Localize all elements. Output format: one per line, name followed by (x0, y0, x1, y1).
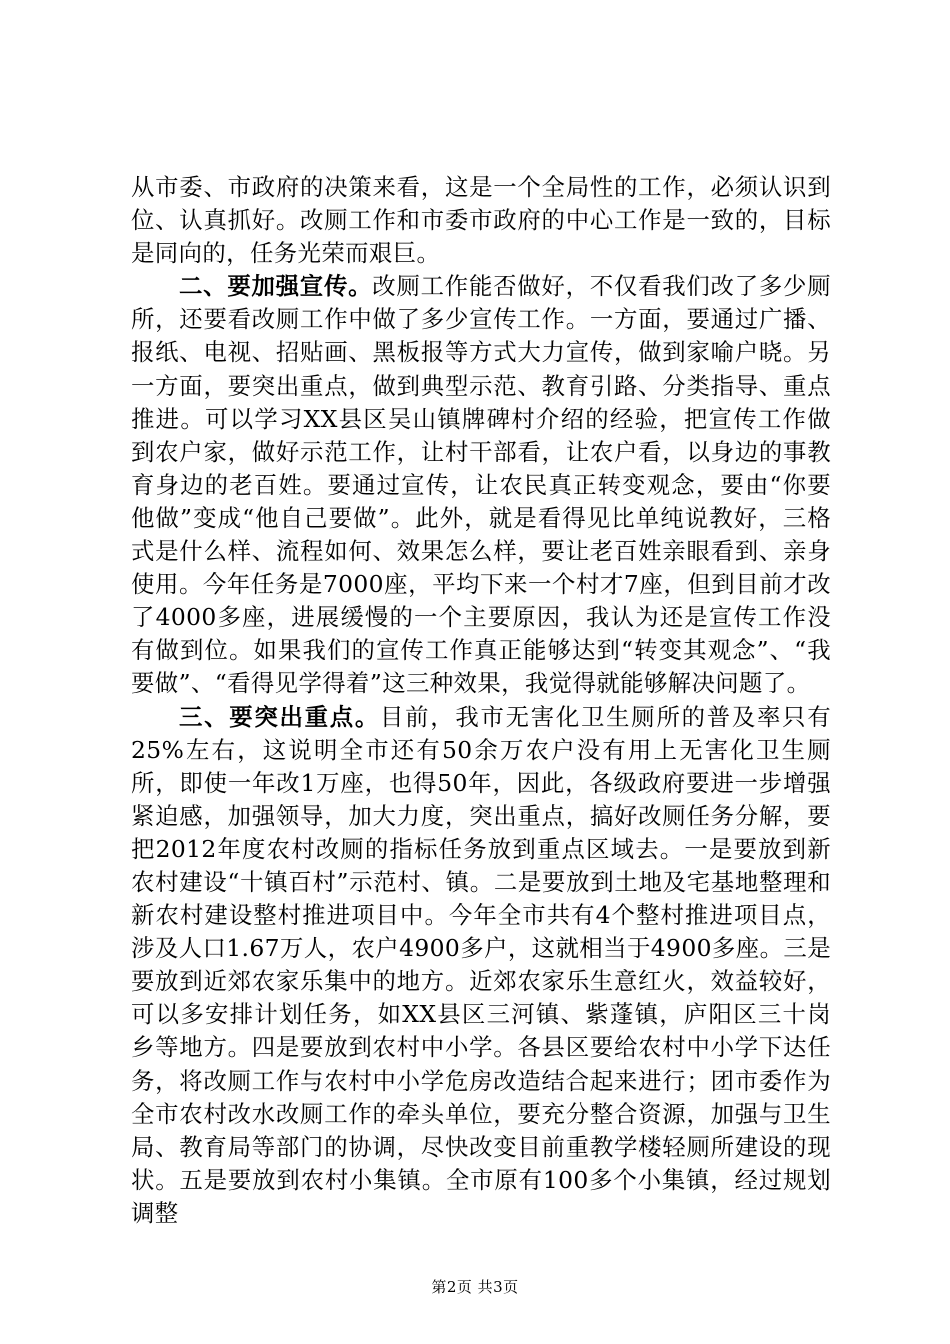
document-body (131, 171, 831, 1230)
section-heading-focus: 三、要突出重点。 (179, 702, 381, 731)
paragraph-publicity (131, 270, 831, 700)
paragraph-focus (131, 701, 831, 1231)
page-footer: 第2页 共3页 (431, 1278, 519, 1296)
paragraph-text: 从市委、市政府的决策来看，这是一个全局性的工作，必须认识到位、认真抓好。改厕工作和市委市政府的中心工作是一致的，目标是同向的，任务光荣而艰巨。 (131, 173, 831, 268)
paragraph-text: 目前，我市无害化卫生厕所的普及率只有25%左右，这说明全市还有50余万农户没有用上无害化卫生厕所，即使一年改1万座，也得50年，因此，各级政府要进一步增强紧迫感，加强领导，加大力度，突出重点，搞好改厕任务分解，要把2012年度农村改厕的指标任务放到重点区域去。一是要放到新农村建设“十镇百村”示范村、镇。二是要放到土地及宅基地整理和新农村建设整村推进项目中。今年全市共有4个整村推进项目点，涉及人口1.67万人，农户4900多户，这就相当于4900多座。三是要放到近郊农家乐集中的地方。近郊农家乐生意红火，效益较好，可以多安排计划任务，如XX县区三河镇、紫蓬镇，庐阳区三十岗乡等地方。四是要放到农村中小学。各县区要给农村中小学下达任务，将改厕工作与农村中小学危房改造结合起来进行；团市委作为全市农村改水改厕工作的牵头单位，要充分整合资源，加强与卫生局、教育局等部门的协调，尽快改变目前重教学楼轻厕所建设的现状。五是要放到农村小集镇。全市原有100多个小集镇，经过规划调整 (131, 702, 831, 1227)
paragraph-text: 改厕工作能否做好，不仅看我们改了多少厕所，还要看改厕工作中做了多少宣传工作。一方面，要通过广播、报纸、电视、招贴画、黑板报等方式大力宣传，做到家喻户晓。另一方面，要突出重点，做到典型示范、教育引路、分类指导、重点推进。可以学习XX县区吴山镇牌碑村介绍的经验，把宣传工作做到农户家，做好示范工作，让村干部看，让农户看，以身边的事教育身边的老百姓。要通过宣传，让农民真正转变观念，要由“你要他做”变成“他自己要做”。此外，就是看得见比单纯说教好，三格式是什么样、流程如何、效果怎么样，要让老百姓亲眼看到、亲身使用。今年任务是7000座，平均下来一个村才7座，但到目前才改了4000多座，进展缓慢的一个主要原因，我认为还是宣传工作没有做到位。如果我们的宣传工作真正能够达到“转变其观念”、“我要做”、“看得见学得着”这三种效果，我觉得就能够解决问题了。 (131, 272, 831, 698)
section-heading-publicity: 二、要加强宣传。 (179, 272, 373, 301)
paragraph-intro (131, 171, 831, 270)
